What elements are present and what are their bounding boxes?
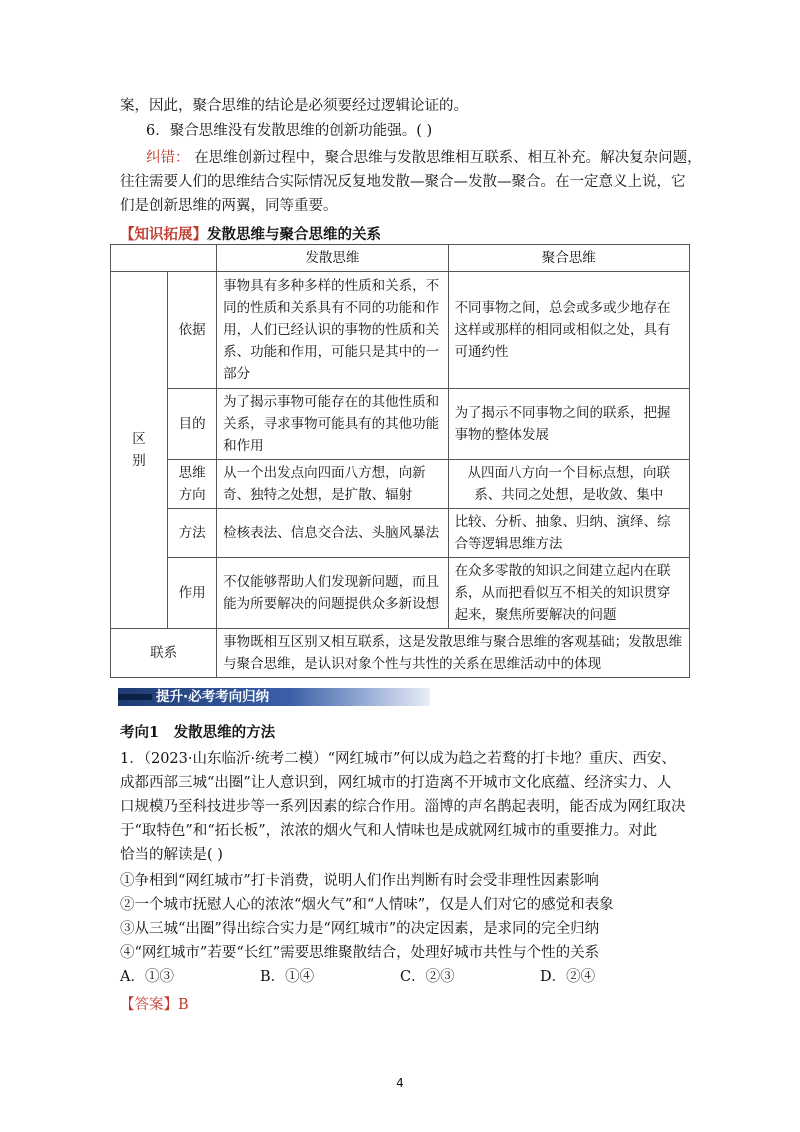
correction-text-1: 在思维创新过程中，聚合思维与发散思维相互联系、相互补充。解决复杂问题， bbox=[194, 150, 702, 166]
correction-line-2: 往往需要人们的思维结合实际情况反复地发散—聚合—发散—聚合。在一定意义上说，它 bbox=[120, 174, 686, 190]
row-label: 思维方向 bbox=[168, 460, 217, 509]
convergent-cell: 在众多零散的知识之间建立起内在联系，从而把看似互不相关的知识贯穿起来，聚焦所要解决的问题 bbox=[448, 558, 689, 629]
divergent-cell: 为了揭示事物可能存在的其他性质和关系，寻求事物可能具有的其他功能和作用 bbox=[217, 389, 448, 460]
relation-label: 联系 bbox=[111, 629, 217, 678]
difference-label: 区 别 bbox=[111, 272, 168, 629]
row-label: 目的 bbox=[168, 389, 217, 460]
row-label: 依据 bbox=[168, 272, 217, 389]
extension-tag: 【知识拓展】 bbox=[120, 226, 207, 243]
extension-title: 发散思维与聚合思维的关系 bbox=[207, 226, 381, 243]
banner-title: 提升·必考考向归纳 bbox=[156, 689, 270, 705]
statement-2: ②一个城市抚慰人心的浓浓“烟火气”和“人情味”，仅是人们对它的感觉和表象 bbox=[120, 897, 614, 913]
divergent-cell: 从一个出发点向四面八方想，向新奇、独特之处想，是扩散、辐射 bbox=[217, 460, 448, 509]
correction-line-3: 们是创新思维的两翼，同等重要。 bbox=[120, 198, 338, 214]
divergent-cell: 检核表法、信息交合法、头脑风暴法 bbox=[217, 509, 448, 558]
convergent-cell: 比较、分析、抽象、归纳、演绎、综合等逻辑思维方法 bbox=[448, 509, 689, 558]
section-banner bbox=[118, 688, 430, 706]
banner-stripe bbox=[118, 694, 152, 700]
comparison-table bbox=[110, 244, 690, 678]
page-number: 4 bbox=[396, 1076, 404, 1090]
question-line-2: 成都西部三城“出圈”让人意识到，网红城市的打造离不开城市文化底蕴、经济实力、人 bbox=[120, 775, 672, 791]
answer-value: B bbox=[178, 997, 189, 1013]
relation-cell: 事物既相互区别又相互联系，这是发散思维与聚合思维的客观基础；发散思维与聚合思维，是认识对象个性与共性的关系在思维活动中的体现 bbox=[217, 629, 690, 678]
table-header-row bbox=[111, 245, 690, 272]
extension-heading bbox=[120, 223, 381, 244]
question-line-4: 于“取特色”和“拓长板”，浓浓的烟火气和人情味也是成就网红城市的重要推力。对此 bbox=[120, 823, 658, 839]
option-c: C．②③ bbox=[400, 969, 455, 985]
divergent-cell: 事物具有多种多样的性质和关系，不同的性质和关系具有不同的功能和作用，人们已经认识的事物的性质和关系、功能和作用，可能只是其中的一部分 bbox=[217, 272, 448, 389]
table-corner-cell bbox=[111, 245, 217, 272]
convergent-cell: 不同事物之间，总会或多或少地存在这样或那样的相同或相似之处，具有可通约性 bbox=[448, 272, 689, 389]
answer-label: 【答案】 bbox=[120, 997, 178, 1013]
table-row bbox=[111, 509, 690, 558]
row-label: 方法 bbox=[168, 509, 217, 558]
option-d: D．②④ bbox=[540, 969, 596, 985]
question-line-3: 口规模乃至科技进步等一系列因素的综合作用。淄博的声名鹊起表明，能否成为网红取决 bbox=[120, 799, 686, 815]
divergent-cell: 不仅能够帮助人们发现新问题，而且能为所要解决的问题提供众多新设想 bbox=[217, 558, 448, 629]
correction-label: 纠错： bbox=[146, 150, 190, 166]
table-row bbox=[111, 460, 690, 509]
statement-4: ④“网红城市”若要“长红”需要思维聚散结合，处理好城市共性与个性的关系 bbox=[120, 945, 600, 961]
statement-3: ③从三城“出圈”得出综合实力是“网红城市”的决定因素，是求同的完全归纳 bbox=[120, 921, 600, 937]
correction-line-1 bbox=[146, 147, 716, 169]
question-6: 6．聚合思维没有发散思维的创新功能强。( ) bbox=[146, 123, 433, 139]
statement-1: ①争相到“网红城市”打卡消费，说明人们作出判断有时会受非理性因素影响 bbox=[120, 873, 599, 889]
option-b: B．①④ bbox=[260, 969, 315, 985]
row-label: 作用 bbox=[168, 558, 217, 629]
header-convergent: 聚合思维 bbox=[448, 245, 689, 272]
continuation-text: 案，因此，聚合思维的结论是必须要经过逻辑论证的。 bbox=[120, 98, 468, 114]
question-line-5: 恰当的解读是( ) bbox=[120, 847, 223, 863]
direction-title: 考向1 发散思维的方法 bbox=[120, 724, 276, 741]
convergent-cell: 从四面八方向一个目标点想，向联系、共同之处想，是收敛、集中 bbox=[448, 460, 689, 509]
answer-line bbox=[120, 994, 690, 1016]
question-line-1: 1．（2023·山东临沂·统考二模）“网红城市”何以成为趋之若鹜的打卡地？重庆、西安、 bbox=[120, 751, 676, 767]
option-a: A．①③ bbox=[120, 969, 174, 985]
table-row bbox=[111, 558, 690, 629]
table-row bbox=[111, 389, 690, 460]
table-row bbox=[111, 629, 690, 678]
convergent-cell: 为了揭示不同事物之间的联系，把握事物的整体发展 bbox=[448, 389, 689, 460]
header-divergent: 发散思维 bbox=[217, 245, 448, 272]
table-row bbox=[111, 272, 690, 389]
